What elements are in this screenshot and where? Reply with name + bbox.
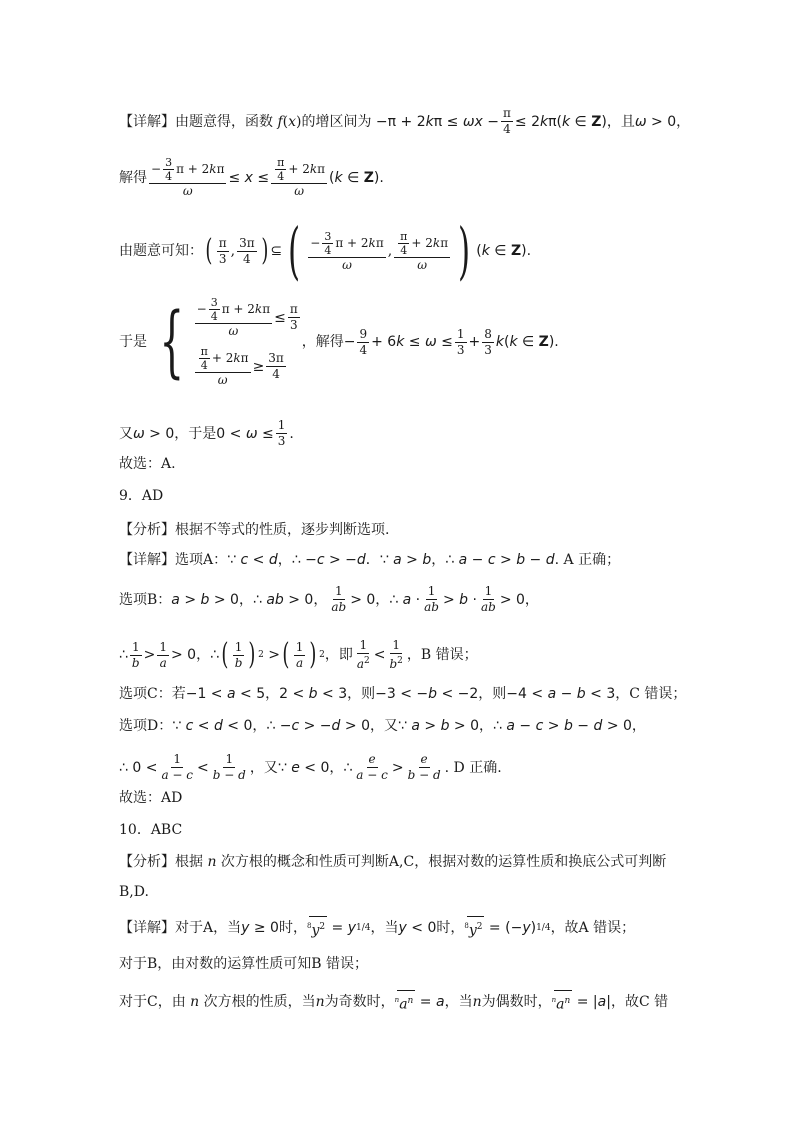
s9-optB-result: ，B 错误；: [406, 647, 478, 663]
s8-line4-mid: ，解得: [301, 334, 344, 350]
s9-analysis: [119, 520, 389, 540]
s9-optC-mid2: ，则: [478, 686, 507, 702]
s10-lineA-mid2: ，当: [370, 920, 399, 937]
s9-optB: 选项B： a > b > 0，∴ ab > 0， $\frac{1}{ab}$ > 0，∴ a · $\frac{1}{ab}$ > b · $\frac{1}{ab}$ > 0，: [119, 584, 539, 614]
s8-line2: 解得 − $\frac{3}{4}$ π + 2 k π ω ≤ x ≤ $\frac{\pi}{4}$ + 2 k π ω (k ∈ Z).: [119, 156, 384, 198]
analysis-label: 【分析】: [119, 854, 175, 870]
s9-optC-mid: ，则: [347, 686, 376, 702]
word-you-2: 又: [263, 759, 278, 776]
s9-optD: 选项D： ∵ c < d < 0，∴ −c > −d > 0， 又 ∵ a > b > 0，∴ a − c > b − d > 0，: [119, 718, 646, 734]
s8-line3: 由题意可知： ( $\frac{\pi}{3}$ , $\frac{3\pi}{4}$ ) ⊆ ( − $\frac{3}{4}$ π + 2 k π ω , $\frac{\pi}{4}$ + 2 k π ω ) (k ∈ Z).: [119, 214, 532, 287]
s10-lineC-mid2: 为奇数时，: [324, 994, 395, 1011]
detail-label: 【详解】: [119, 552, 175, 568]
s8-line4-prefix: 于是: [119, 334, 147, 350]
s9-optB-cont: ∴ $\frac{1}{b}$ > $\frac{1}{a}$ > 0，∴ ( $\frac{1}{b}$ ) 2 > ( $\frac{1}{a}$ ) 2 ， 即 $\frac{1}{a^2}$ < $\frac{1}{b^2}$ ，B 错误；: [119, 637, 478, 672]
s10-lineC: 对于C，由 n 次方根的性质，当 n 为奇数时， n $a^n$ = a ，当 n 为偶数时， n $a^n$ = |a| ，故C 错: [119, 990, 668, 1015]
word-ji: 即: [338, 647, 353, 663]
s8-line1-text: 由题意得，函数: [175, 113, 273, 130]
s8-line3-prefix: 由题意可知：: [119, 243, 203, 259]
word-you: 又: [383, 718, 398, 734]
s9-optA-result: . A 正确；: [554, 552, 621, 568]
s9-answer: 故选：AD: [119, 790, 183, 806]
s9-number: 9．AD: [119, 488, 164, 504]
s8-line5: 又 ω > 0 ，于是 0 < ω ≤ $\frac{1}{3}$ .: [119, 418, 294, 448]
s9-optA: 【详解】 选项A： ∵ c < d，∴ −c > −d．∵ a > b，∴ a − c > b − d . A 正确；: [119, 552, 621, 568]
s10-analysis-text: 根据: [175, 854, 203, 870]
s9-optD-label: 选项D：: [119, 718, 173, 734]
s10-lineA: 【详解】 对于A，当 y ≥ 0 时， 8 $y^2$ = y 1/4 ，当 y < 0 时， 8 $y^2$ = (−y) 1/4 ，故A 错误；: [119, 916, 635, 941]
s8-answer: 故选：A.: [119, 456, 176, 472]
s10-number: 10．ABC: [119, 822, 183, 838]
s10-lineC-mid: 次方根的性质，当: [203, 994, 316, 1011]
s10-lineC-mid4: 为偶数时，: [481, 994, 552, 1011]
s8-line4: 于是 { − $\frac{3}{4}$ π + 2 k π ω ≤ $\frac{\pi}{3}$ $\frac{\pi}{4}$ + 2 k π ω ≥ $\frac{3\pi}{4}$ ，解得 − $\frac{9}{4}$ + 6k ≤ ω ≤ $\frac{1}{3}$ + $\frac{8}{3}$ k(k ∈ Z).: [119, 296, 559, 387]
s10-analysis-end: B,D.: [119, 884, 149, 900]
s8-line2-prefix: 解得: [119, 169, 147, 186]
s8-line1-tail: ，: [676, 113, 691, 130]
s10-lineA-mid3: 时，: [436, 920, 465, 937]
s8-line1: 【详解】 由题意得，函数 f ( x ) 的增区间为 −π + 2kπ ≤ ωx − $\frac{\pi}{4}$ ≤ 2kπ(k ∈ Z) ，且 ω > 0 ，: [119, 106, 691, 136]
s10-lineA-start: 对于A，当: [175, 920, 242, 937]
s9-analysis-text: 根据不等式的性质，逐步判断选项.: [175, 522, 390, 538]
s10-analysis: 【分析】 根据 n 次方根的概念和性质可判断A,C，根据对数的运算性质和换底公式可判断: [119, 854, 667, 870]
s8-frac-right: $\frac{\pi}{4}$ + 2 k π ω: [271, 156, 327, 199]
s9-optB-label: 选项B：: [119, 591, 172, 608]
s8-frac-left: − $\frac{3}{4}$ π + 2 k π ω: [151, 156, 225, 198]
s9-optD-cont: ∴ 0 < $\frac{1}{a - c}$ < $\frac{1}{b - d}$ ， 又 ∵ e < 0，∴ $\frac{e}{a - c}$ > $\frac{e}{b - d}$ . D 正确.: [119, 752, 502, 782]
s10-lineB: 对于B，由对数的运算性质可知B 错误；: [119, 956, 369, 972]
s9-optC-label: 选项C：若: [119, 686, 186, 702]
detail-label: 【详解】: [119, 113, 175, 130]
s9-optC: 选项C：若 −1 < a < 5，2 < b < 3 ，则 −3 < −b < −2 ，则 −4 < a − b < 3 ，C 错误；: [119, 686, 687, 702]
s10-lineC-start: 对于C，由: [119, 994, 186, 1011]
s9-optA-label: 选项A：: [175, 552, 228, 568]
s10-lineC-mid3: ，当: [444, 994, 473, 1011]
s8-line5-text: 又: [119, 425, 133, 442]
s8-line1-end: ，且: [606, 113, 635, 130]
s9-optD-result: . D 正确.: [444, 759, 502, 776]
s10-lineA-end: ，故A 错误；: [550, 920, 636, 937]
s9-optC-result: ，C 错误；: [615, 686, 687, 702]
s8-line5-mid: ，于是: [174, 425, 217, 442]
analysis-label: 【分析】: [119, 522, 175, 538]
s10-lineC-end: ，故C 错: [610, 994, 669, 1011]
s10-analysis-mid: 次方根的概念和性质可判断A,C，根据对数的运算性质和换底公式可判断: [220, 854, 667, 870]
detail-label: 【详解】: [119, 920, 175, 937]
s8-line1-mid: 的增区间为: [301, 113, 372, 130]
s10-lineA-mid: 时，: [278, 920, 307, 937]
